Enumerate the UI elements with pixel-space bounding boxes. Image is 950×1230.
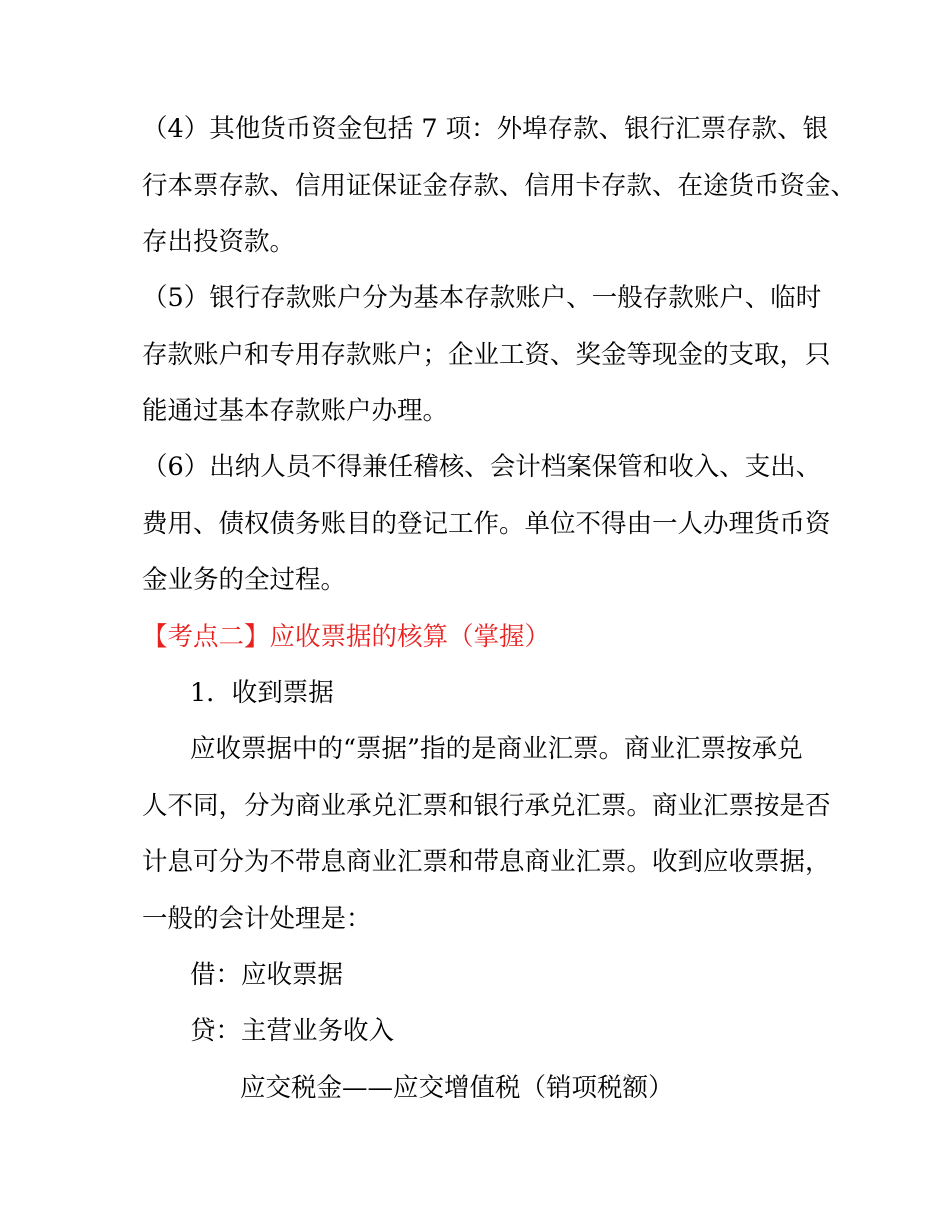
journal-credit-line: 贷：主营业务收入 bbox=[190, 1016, 395, 1046]
paragraph-notes-line-2: 人不同，分为商业承兑汇票和银行承兑汇票。商业汇票按是否 bbox=[142, 791, 831, 821]
paragraph-notes-line-4: 一般的会计处理是： bbox=[142, 904, 372, 934]
paragraph-6-line-3: 金业务的全过程。 bbox=[142, 565, 347, 595]
paragraph-4-line-1: （4）其他货币资金包括 7 项：外埠存款、银行汇票存款、银 bbox=[142, 114, 829, 144]
paragraph-5-line-1: （5）银行存款账户分为基本存款账户、一般存款账户、临时 bbox=[142, 283, 822, 313]
subsection-title: 1．收到票据 bbox=[190, 678, 334, 708]
journal-credit-subline: 应交税金——应交增值税（销项税额） bbox=[240, 1073, 674, 1103]
paragraph-notes-line-1: 应收票据中的“票据”指的是商业汇票。商业汇票按承兑 bbox=[190, 734, 803, 764]
paragraph-4-line-3: 存出投资款。 bbox=[142, 227, 296, 257]
paragraph-5-line-2: 存款账户和专用存款账户；企业工资、奖金等现金的支取，只 bbox=[142, 340, 831, 370]
paragraph-6-line-2: 费用、债权债务账目的登记工作。单位不得由一人办理货币资 bbox=[142, 509, 831, 539]
paragraph-6-line-1: （6）出纳人员不得兼任稽核、会计档案保管和收入、支出、 bbox=[142, 452, 822, 482]
paragraph-5-line-3: 能通过基本存款账户办理。 bbox=[142, 396, 449, 426]
paragraph-4-line-2: 行本票存款、信用证保证金存款、信用卡存款、在途货币资金、 bbox=[142, 171, 857, 201]
paragraph-notes-line-3: 计息可分为不带息商业汇票和带息商业汇票。收到应收票据， bbox=[142, 847, 831, 877]
section-heading: 【考点二】应收票据的核算（掌握） bbox=[142, 622, 551, 652]
journal-debit-line: 借：应收票据 bbox=[190, 960, 344, 990]
